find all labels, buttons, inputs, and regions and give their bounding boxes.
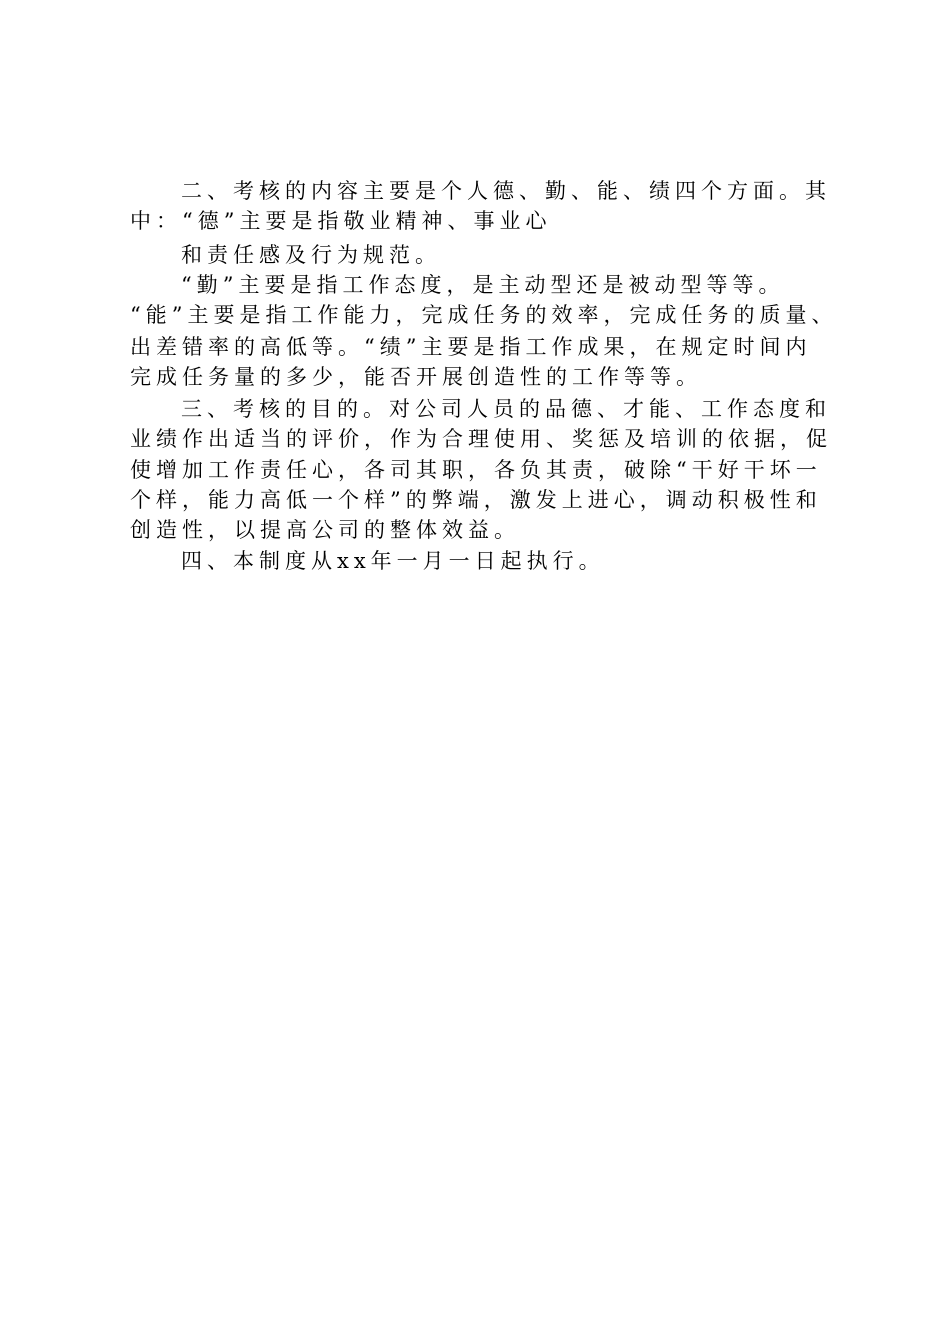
paragraph-2b-line-3: 出差错率的高低等。“绩”主要是指工作成果，在规定时间内 [130,335,812,359]
paragraph-2b-line-4: 完成任务量的多少，能否开展创造性的工作等等。 [130,365,702,389]
paragraph-3-line-4: 个样，能力高低一个样”的弊端，激发上进心，调动积极性和 [130,488,822,512]
paragraph-3-line-3: 使增加工作责任心，各司其职，各负其责，破除“干好干坏一 [130,458,822,482]
paragraph-2b-line-2: “能”主要是指工作能力，完成任务的效率，完成任务的质量、 [130,303,838,327]
paragraph-3-line-2: 业绩作出适当的评价，作为合理使用、奖惩及培训的依据，促 [130,427,832,451]
paragraph-2-line-2: 中：“德”主要是指敬业精神、事业心 [130,209,552,233]
paragraph-4-line-1: 四、本制度从xx年一月一日起执行。 [181,549,605,573]
paragraph-3-line-1: 三、考核的目的。对公司人员的品德、才能、工作态度和 [181,397,831,421]
paragraph-2b-line-1: “勤”主要是指工作态度，是主动型还是被动型等等。 [181,273,785,297]
paragraph-3-line-5: 创造性，以提高公司的整体效益。 [130,518,520,542]
paragraph-2-line-3: 和责任感及行为规范。 [181,243,441,267]
paragraph-2-line-1: 二、考核的内容主要是个人德、勤、能、绩四个方面。其 [181,179,831,203]
